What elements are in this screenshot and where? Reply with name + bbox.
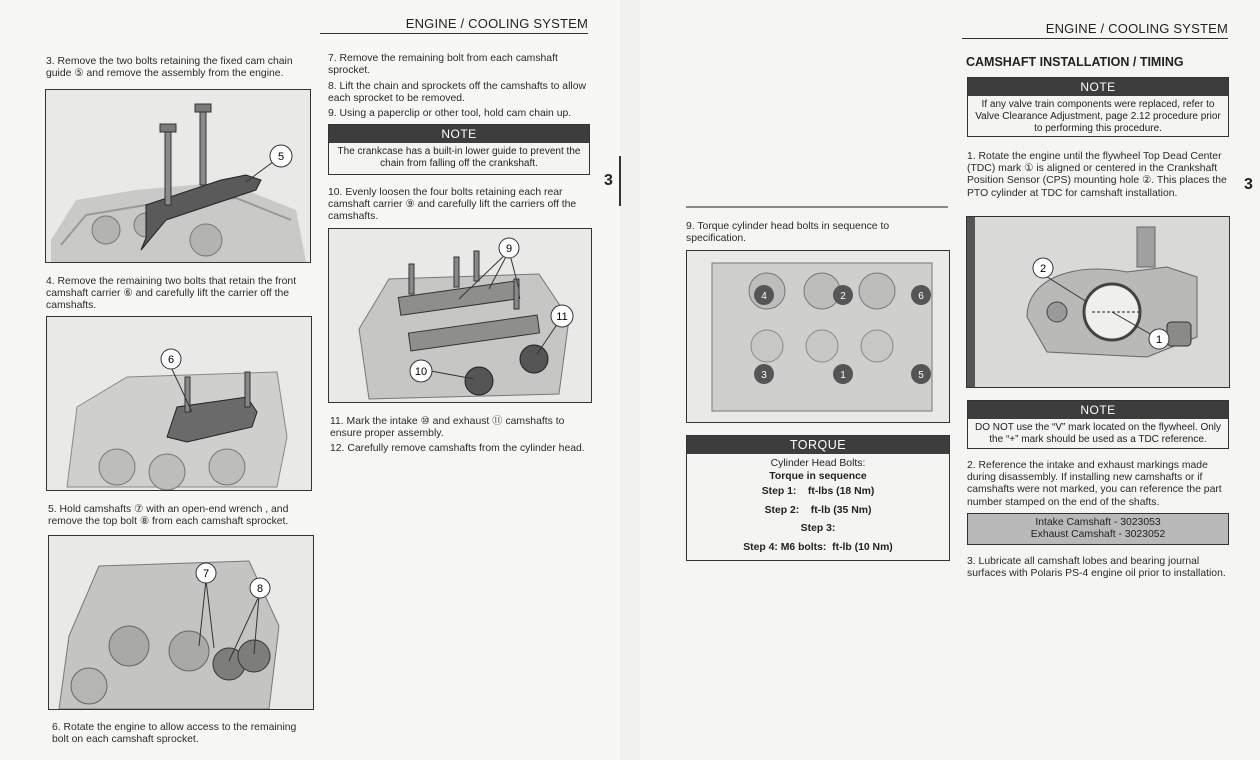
step-12: 12. Carefully remove camshafts from the cylinder head. <box>330 443 585 454</box>
bolt-marker-1 <box>833 364 853 384</box>
step-2-reference-markings: 2. Reference the intake and exhaust markings made during disassembly. If installing new camshafts or if camshafts were not marked, you can reference the part number stamped on the end of the shafts. <box>967 460 1222 508</box>
svg-text:5: 5 <box>918 370 924 381</box>
torque-spec-box <box>686 435 950 561</box>
bolt-marker-2 <box>833 285 853 305</box>
step-9-left: 9. Using a paperclip or other tool, hold cam chain up. <box>328 108 572 119</box>
callout-11: 11 <box>556 311 568 323</box>
rear-carriers-illustration <box>329 229 591 402</box>
svg-text:2: 2 <box>840 291 846 302</box>
torque-step-4: Step 4: M6 bolts: ft-lb (10 Nm) <box>743 541 893 553</box>
chapter-tab-right: 3 <box>1244 176 1253 193</box>
figure-camshaft-sprocket-bolts <box>48 535 314 710</box>
section-header-left: ENGINE / COOLING SYSTEM <box>320 16 588 34</box>
figure-rear-camshaft-carriers <box>328 228 592 403</box>
callout-7: 7 <box>202 568 210 580</box>
chapter-tab-left: 3 <box>604 172 613 189</box>
callout-5: 5 <box>277 151 285 163</box>
note-body: DO NOT use the “V” mark located on the flywheel. Only the “+” mark should be used as a TDC reference. <box>974 422 1222 445</box>
svg-text:4: 4 <box>761 291 767 302</box>
torque-title: TORQUE <box>687 436 949 454</box>
note-title: NOTE <box>329 125 589 143</box>
step-3: 3. Remove the two bolts retaining the fixed cam chain guide ⑤ and remove the assembly from the engine. <box>46 56 293 80</box>
svg-text:1: 1 <box>840 370 846 381</box>
intake-camshaft-part: Intake Camshaft - 3023053 <box>1035 517 1161 528</box>
camshaft-installation-title: CAMSHAFT INSTALLATION / TIMING <box>966 55 1184 69</box>
step-5: 5. Hold camshafts ⑦ with an open-end wrench , and remove the top bolt ⑧ from each camshaft sprocket. <box>48 504 289 528</box>
note-crankcase-guide <box>328 124 590 175</box>
note-body: If any valve train components were replaced, refer to Valve Clearance Adjustment, page 2.12 procedure prior to performing this procedure. <box>975 99 1221 134</box>
step-10: 10. Evenly loosen the four bolts retaining each rear camshaft carrier ⑨ and carefully lift the carriers off the camshafts. <box>328 187 577 223</box>
step-6: 6. Rotate the engine to allow access to the remaining bolt on each camshaft sprocket. <box>52 722 297 746</box>
note-valve-clearance <box>967 77 1229 137</box>
figure-flywheel-tdc <box>966 216 1230 388</box>
bolt-sequence-illustration <box>687 251 949 422</box>
step-1-rotate-engine: 1. Rotate the engine until the flywheel Top Dead Center (TDC) mark ① is aligned or centered in the Crankshaft Position Sensor (CPS) mounting hole ②. This places the PTO cylinder at TDC for camshaft installation. <box>967 151 1227 199</box>
camshaft-part-numbers <box>967 513 1229 545</box>
note-title: NOTE <box>968 78 1228 96</box>
callout-8: 8 <box>256 583 264 595</box>
figure-head-bolt-sequence <box>686 250 950 423</box>
step-4: 4. Remove the remaining two bolts that retain the front camshaft carrier ⑥ and carefully lift the carrier off the camshafts. <box>46 276 297 312</box>
sprocket-bolts-illustration <box>49 536 313 709</box>
step-9-torque: 9. Torque cylinder head bolts in sequence to specification. <box>686 221 890 245</box>
chapter-tab-bar-left <box>619 156 621 206</box>
bolt-marker-4 <box>754 285 774 305</box>
callout-6: 6 <box>167 354 175 366</box>
svg-text:3: 3 <box>761 370 767 381</box>
cam-chain-guide-illustration <box>46 90 310 262</box>
step-8: 8. Lift the chain and sprockets off the camshafts to allow each sprocket to be removed. <box>328 81 586 105</box>
cut-off-top-rule <box>686 206 948 208</box>
torque-step-3: Step 3: <box>800 523 836 534</box>
step-3-lubricate: 3. Lubricate all camshaft lobes and bearing journal surfaces with Polaris PS-4 engine oil prior to installation. <box>967 556 1226 580</box>
right-page <box>640 0 1260 760</box>
callout-9: 9 <box>505 243 513 255</box>
callout-2: 2 <box>1039 263 1047 275</box>
front-carrier-illustration <box>47 317 311 490</box>
bolt-marker-5 <box>911 364 931 384</box>
step-7: 7. Remove the remaining bolt from each camshaft sprocket. <box>328 53 558 77</box>
note-title: NOTE <box>968 401 1228 419</box>
callout-1: 1 <box>1155 334 1163 346</box>
flywheel-tdc-illustration <box>967 217 1229 387</box>
callout-10: 10 <box>414 366 428 378</box>
figure-cam-chain-guide <box>45 89 311 263</box>
torque-step-2: Step 2: ft-lb (35 Nm) <box>764 504 872 516</box>
svg-text:6: 6 <box>918 291 924 302</box>
section-header-right: ENGINE / COOLING SYSTEM <box>962 21 1228 39</box>
bolt-marker-6 <box>911 285 931 305</box>
step-11: 11. Mark the intake ⑩ and exhaust ⑪ camshafts to ensure proper assembly. <box>330 416 565 440</box>
figure-front-camshaft-carrier <box>46 316 312 491</box>
note-tdc-mark <box>967 400 1229 449</box>
torque-line-2: Torque in sequence <box>769 471 867 482</box>
left-page <box>0 0 620 760</box>
bolt-marker-3 <box>754 364 774 384</box>
torque-line-1: Cylinder Head Bolts: <box>770 458 866 469</box>
note-body: The crankcase has a built-in lower guide to prevent the chain from falling off the crankshaft. <box>337 146 581 169</box>
torque-step-1: Step 1: ft-lbs (18 Nm) <box>761 486 875 497</box>
exhaust-camshaft-part: Exhaust Camshaft - 3023052 <box>1030 529 1166 540</box>
